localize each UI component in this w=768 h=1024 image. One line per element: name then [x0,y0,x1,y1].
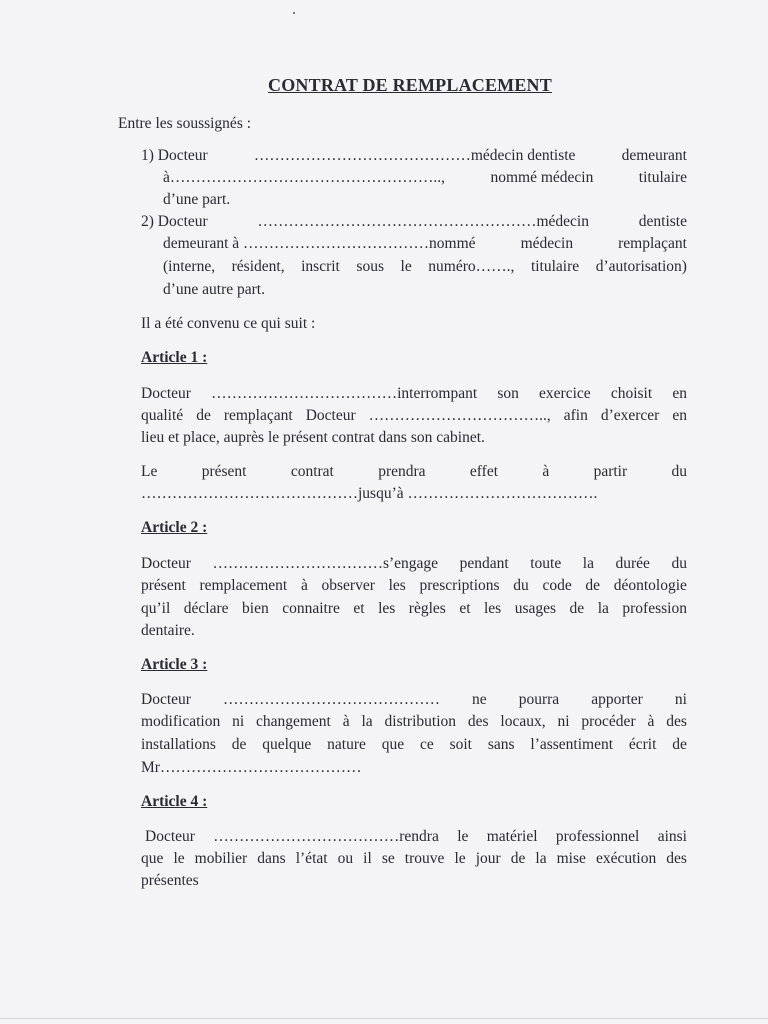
word: à [342,713,350,730]
party2-dentiste: dentiste [638,213,687,230]
party1-role: nommé médecin [490,169,594,186]
article-3-line4: Mr………………………………… [141,759,362,776]
article-2-heading: Article 2 : [141,519,208,536]
word: matériel [486,828,538,845]
word: trouve [404,850,445,867]
word: code [542,577,572,594]
article-3-heading: Article 3 : [141,656,208,673]
party2-line3 [163,259,687,275]
word: observer [321,577,375,594]
article-1-line1 [141,386,687,402]
word: bien [242,600,269,617]
word: (interne, [163,258,216,275]
word: que [381,736,405,753]
word: exercice [539,385,591,402]
word: le [400,258,412,275]
word: d’exercer [600,407,660,424]
party2-remplacant: remplaçant [618,235,687,252]
word: toute [530,555,562,572]
word: de [672,736,687,753]
word: de [510,850,526,867]
party1-line3: d’une part. [163,191,231,208]
intro-line: Entre les soussignés : [118,115,252,132]
word: la [535,850,547,867]
word: professionnel [555,828,640,845]
word: ………………………………interrompant [211,385,478,402]
article-2-line2 [141,578,687,594]
word: à [647,713,655,730]
party1-line2 [163,170,687,186]
word: que [141,850,164,867]
word: des [467,713,489,730]
word: déclare [183,600,229,617]
article-2-line4: dentaire. [141,622,195,639]
word: apporter [591,691,643,708]
article-3-line2 [141,714,687,730]
word: des [666,713,687,730]
word: ainsi [657,828,687,845]
word: se [381,850,395,867]
word: exécution [595,850,657,867]
word: ce [419,736,434,753]
word: présent [141,577,186,594]
word: l’état [295,850,328,867]
word: remplaçant [223,407,293,424]
word: effet [469,463,498,480]
party1-number: 1) Docteur [141,147,208,164]
word: changement [255,713,331,730]
article-1-line3: lieu et place, auprès le présent contrat dans son cabinet. [141,429,485,446]
word: mise [556,850,586,867]
word: d’autorisation) [595,258,687,275]
party2-number: 2) Docteur [141,213,208,230]
word: numéro……., [428,258,515,275]
word: des [666,850,687,867]
word: les [484,600,502,617]
party1-demeurant: demeurant [621,147,687,164]
article-4-line3: présentes [141,872,199,889]
word: son [497,385,519,402]
word: prendra [378,463,426,480]
word: dans [257,850,286,867]
article-3-line1 [141,692,687,708]
word: la [597,600,609,617]
article-1-para2-line2: ……………………………………jusqu’à ………………………………. [141,485,598,502]
word: présent [201,463,247,480]
word: le [173,850,185,867]
word: et [459,600,471,617]
article-2-line1 [141,556,687,572]
word: l’assentiment [530,736,614,753]
article-1-heading: Article 1 : [141,349,208,366]
party2-line4: d’une autre part. [163,281,265,298]
word: du [513,577,529,594]
word: mobilier [194,850,248,867]
party1-name-blank: ……………………………………médecin dentiste [253,147,576,164]
party1-titulaire: titulaire [638,169,687,186]
word: Docteur [141,385,191,402]
word: …………………………….., [368,407,551,424]
word: Docteur [141,555,191,572]
article-4-line2 [141,851,687,867]
word: pendant [459,555,509,572]
word: choisit [610,385,653,402]
word: à [542,463,550,480]
word: écrit [628,736,657,753]
word: afin [563,407,588,424]
word: …………………………………… [222,691,440,708]
word: ni [674,691,687,708]
word: inscrit [301,258,340,275]
word: règles [408,600,446,617]
word: ne [472,691,487,708]
word: Le [141,463,158,480]
scan-bottom-edge [0,1018,768,1019]
word: procéder [581,713,636,730]
word: déontologie [613,577,687,594]
article-2-line3 [141,601,687,617]
word: en [672,407,687,424]
word: à [300,577,308,594]
scan-speck [293,12,295,14]
party2-medecin: médecin [520,235,574,252]
word: ni [557,713,570,730]
word: résident, [231,258,285,275]
word: de [196,407,211,424]
word: les [388,577,406,594]
word: distribution [384,713,457,730]
word: connaitre [282,600,340,617]
word: qualité [141,407,184,424]
word: durée [615,555,650,572]
word: il [363,850,372,867]
word: ni [232,713,245,730]
party2-line2 [163,236,687,252]
article-1-para2-line1 [141,464,687,480]
word: Docteur [305,407,356,424]
convenu-line: Il a été convenu ce qui suit : [141,315,316,332]
article-1-line2 [141,408,687,424]
article-4-heading: Article 4 : [141,793,208,810]
word: prescriptions [419,577,500,594]
word: Docteur [145,828,195,845]
word: remplacement [199,577,288,594]
word: installations [141,736,216,753]
word: modification [141,713,221,730]
word: sous [356,258,384,275]
word: le [457,828,469,845]
word: locaux, [500,713,546,730]
word: nature [327,736,366,753]
word: de [569,600,585,617]
party2-name-blank: ………………………………………………médecin [257,213,589,230]
word: Docteur [141,691,191,708]
word: titulaire [530,258,580,275]
word: ………………………………rendra [213,828,439,845]
word: de [585,577,601,594]
party1-address-blank: à…………………………………………….., [163,169,446,186]
word: profession [622,600,687,617]
word: du [671,555,687,572]
word: soit [449,736,472,753]
party2-address-blank: demeurant à ………………………………nommé [163,235,476,252]
word: les [378,600,396,617]
word: sans [487,736,515,753]
word: et [353,600,365,617]
word: usages [514,600,557,617]
party1-line1 [141,148,687,164]
article-3-line3 [141,737,687,753]
word: qu’il [141,600,171,617]
word: ……………………………s’engage [212,555,439,572]
word: de [231,736,247,753]
word: la [361,713,373,730]
word: ou [337,850,354,867]
party2-line1 [141,214,687,230]
word: la [582,555,594,572]
word: quelque [262,736,312,753]
word: le [454,850,466,867]
word: partir [593,463,628,480]
word: contrat [290,463,334,480]
article-4-line1 [145,829,687,845]
word: pourra [518,691,560,708]
contract-title: CONTRAT DE REMPLACEMENT [268,75,552,95]
word: en [672,385,687,402]
word: jour [475,850,501,867]
word: du [671,463,687,480]
